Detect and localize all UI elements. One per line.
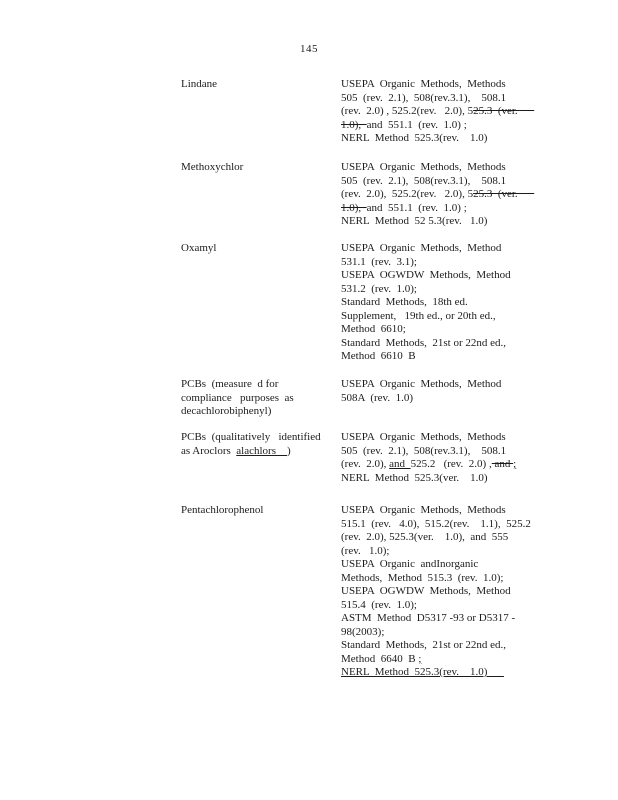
text-run: Standard Methods, 21st or 22nd ed., [341, 336, 506, 349]
text-run: compliance purposes as [181, 391, 294, 404]
text-line [341, 337, 541, 351]
text-line [181, 431, 337, 445]
text-line [181, 405, 337, 419]
text-line [341, 202, 541, 216]
text-line [341, 161, 541, 175]
deleted-text-run: 1.0), [341, 201, 367, 214]
text-run: USEPA Organic Methods, Method [341, 378, 502, 390]
text-line [341, 666, 541, 680]
text-line [341, 612, 541, 626]
text-run: (rev. 2.0), [341, 458, 390, 470]
text-run: USEPA Organic Methods, Methods [341, 78, 506, 90]
text-run: 531.2 (rev. 1.0); [341, 282, 417, 295]
text-line [341, 350, 541, 364]
text-run: 505 (rev. 2.1), 508(rev.3.1), 508.1 [341, 174, 507, 187]
text-run: Method 6610 B [341, 350, 416, 362]
text-run: and 551.1 (rev. 1.0) ; [366, 201, 467, 214]
text-run: ) [287, 444, 291, 457]
text-run: (rev. 2.0), 525.2(rev. 2.0), 5 [341, 188, 474, 200]
text-line [341, 132, 541, 146]
text-run: Method 6610; [341, 323, 406, 335]
text-run: Oxamyl [181, 242, 217, 254]
text-line [341, 504, 541, 518]
text-run: 505 (rev. 2.1), 508(rev.3.1), 508.1 [341, 91, 507, 104]
contaminant-cell [181, 431, 337, 458]
text-line [181, 504, 337, 518]
text-run: NERL Method 52 5.3(rev. 1.0) [341, 215, 488, 227]
text-run: 515.4 (rev. 1.0); [341, 598, 417, 611]
text-run: Methods, Method 515.3 (rev. 1.0); [341, 571, 504, 584]
text-run: 98(2003); [341, 625, 385, 638]
text-line [341, 518, 541, 532]
text-line [341, 431, 541, 445]
text-line [341, 653, 541, 667]
text-run: USEPA Organic Methods, Methods [341, 431, 506, 443]
text-line [341, 269, 541, 283]
text-line [341, 119, 541, 133]
text-line [341, 105, 541, 119]
text-line [341, 531, 541, 545]
text-run: USEPA Organic Methods, Methods [341, 504, 506, 516]
text-line [341, 572, 541, 586]
text-line [341, 296, 541, 310]
text-line [341, 392, 541, 406]
page-number: 145 [300, 43, 318, 55]
text-line [341, 599, 541, 613]
text-run: ASTM Method D5317 -93 or D5317 - [341, 612, 516, 624]
inserted-text-run: and [389, 458, 411, 470]
text-run: 505 (rev. 2.1), 508(rev.3.1), 508.1 [341, 444, 507, 457]
text-run: PCBs (measure d for [181, 378, 279, 390]
text-run: PCBs (qualitatively identified [181, 431, 321, 443]
text-run: (rev. 1.0); [341, 544, 390, 557]
text-line [341, 256, 541, 270]
text-run: (rev. 2.0) , 525.2(rev. 2.0), 5 [341, 105, 474, 117]
text-run: Method 6640 B [341, 652, 419, 665]
methods-cell [341, 504, 541, 680]
contaminant-cell [181, 378, 337, 419]
deleted-text-run: 1.0), [341, 118, 367, 131]
deleted-text-run: and [491, 458, 514, 470]
text-run: 508A (rev. 1.0) [341, 391, 413, 404]
text-line [181, 378, 337, 392]
inserted-text-run: NERL Method 525.3(rev. 1.0) [341, 666, 504, 678]
text-run: USEPA Organic andInorganic [341, 558, 479, 570]
text-line [181, 161, 337, 175]
text-line [341, 558, 541, 572]
text-line [341, 78, 541, 92]
text-line [341, 472, 541, 486]
text-run: Supplement, 19th ed., or 20th ed., [341, 309, 496, 322]
text-run: Pentachlorophenol [181, 504, 264, 516]
text-run: USEPA OGWDW Methods, Method [341, 269, 511, 281]
text-run: USEPA Organic Methods, Methods [341, 161, 506, 173]
methods-cell [341, 431, 541, 485]
text-line [341, 188, 541, 202]
text-line [341, 92, 541, 106]
contaminant-cell [181, 161, 337, 175]
text-run: NERL Method 525.3(ver. 1.0) [341, 471, 488, 484]
methods-cell [341, 242, 541, 364]
text-run: 515.1 (rev. 4.0), 515.2(rev. 1.1), 525.2 [341, 517, 531, 530]
contaminant-cell [181, 78, 337, 92]
text-line [181, 392, 337, 406]
text-line [341, 378, 541, 392]
methods-cell [341, 378, 541, 405]
methods-cell [341, 161, 541, 229]
text-line [341, 626, 541, 640]
text-run: Standard Methods, 21st or 22nd ed., [341, 639, 506, 651]
text-line [181, 78, 337, 92]
text-run: Lindane [181, 78, 218, 90]
text-run: 531.1 (rev. 3.1); [341, 255, 417, 268]
methods-cell [341, 78, 541, 146]
text-line [181, 242, 337, 256]
inserted-text-run: ; [513, 458, 517, 470]
deleted-text-run: 25.3 (ver. [473, 188, 535, 200]
text-run: and 551.1 (rev. 1.0) ; [366, 118, 467, 131]
text-run: (rev. 2.0), 525.3(ver. 1.0), and 555 [341, 531, 509, 543]
deleted-text-run: 25.3 (ver. [473, 105, 535, 117]
text-line [341, 323, 541, 337]
text-run: USEPA OGWDW Methods, Method [341, 585, 511, 597]
text-run: NERL Method 525.3(rev. 1.0) [341, 132, 488, 144]
text-run: USEPA Organic Methods, Method [341, 242, 502, 254]
text-line [341, 445, 541, 459]
text-line [341, 242, 541, 256]
text-line [181, 445, 337, 459]
text-line [341, 175, 541, 189]
text-run: Standard Methods, 18th ed. [341, 296, 468, 308]
text-run: as Aroclors [181, 444, 237, 457]
text-line [341, 310, 541, 324]
contaminant-cell [181, 242, 337, 256]
contaminant-cell [181, 504, 337, 518]
text-run: Methoxychlor [181, 161, 244, 173]
inserted-text-run: alachlors [236, 444, 287, 457]
text-run: decachlorobiphenyl) [181, 405, 272, 417]
text-line [341, 458, 541, 472]
text-run: 525.2 (rev. 2.0) , [410, 458, 492, 470]
text-line [341, 545, 541, 559]
text-line [341, 585, 541, 599]
inserted-text-run: ; [418, 652, 422, 665]
text-line [341, 639, 541, 653]
text-line [341, 283, 541, 297]
text-line [341, 215, 541, 229]
